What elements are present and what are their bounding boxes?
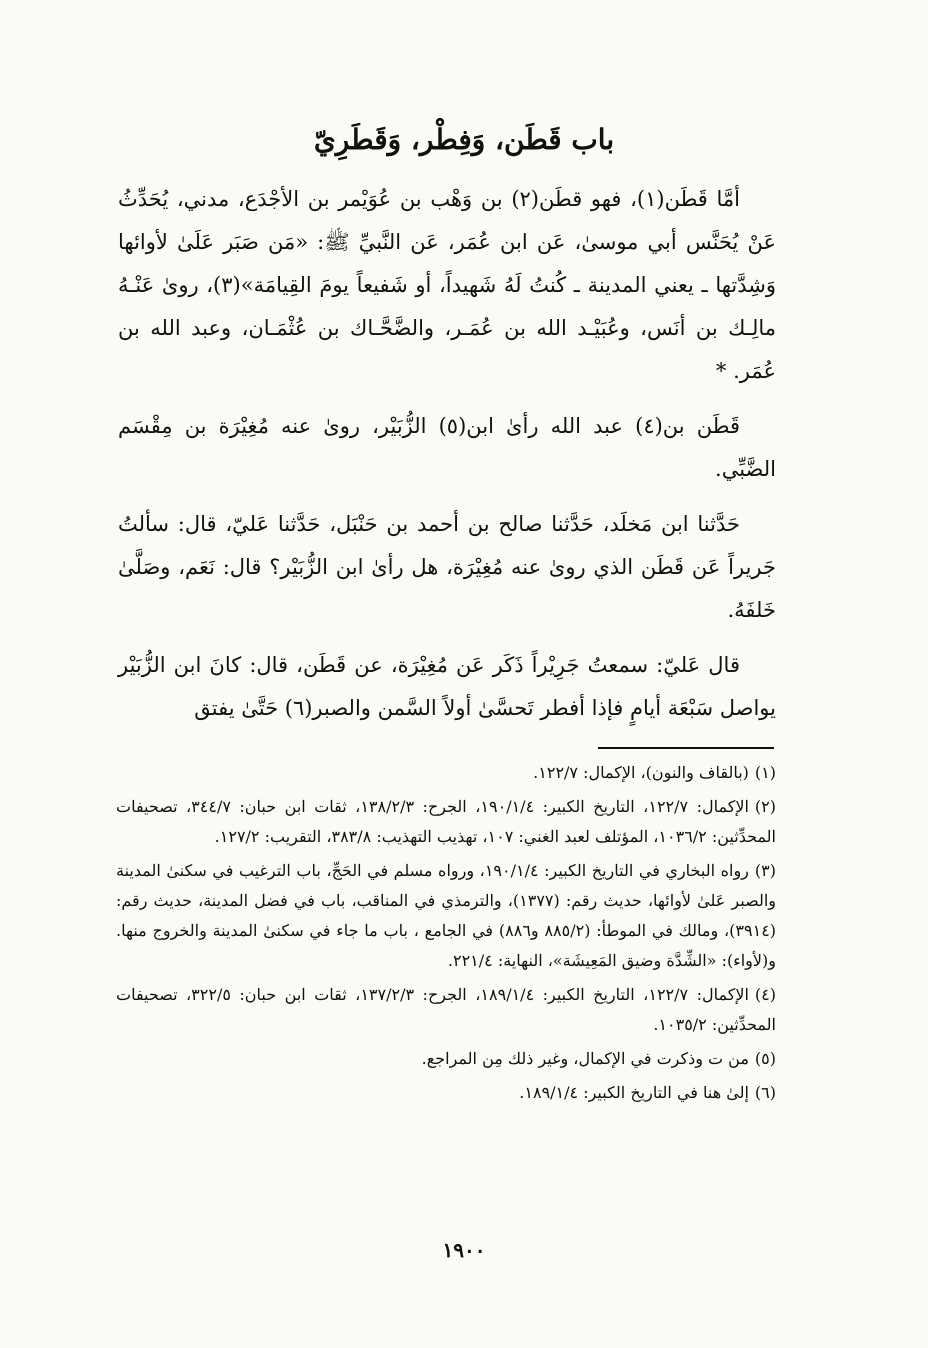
footnote-number: (٤) (754, 985, 777, 1004)
footnote-1 (116, 758, 776, 788)
chapter-title: باب قَطَن، وَفِطْر، وَقَطَرِيّ (313, 123, 615, 156)
footnote-number: (١) (754, 763, 776, 782)
footnote-text: (بالقاف والنون)، الإكمال: ١٢٢/٧. (533, 763, 749, 782)
footnote-number: (٦) (754, 1083, 776, 1102)
paragraph-2: قَطَن بن(٤) عبد الله رأىٰ ابن(٥) الزُّبَيْر، روىٰ عنه مُغِيْرَة بن مِقْسَم الضَّبِّي. (118, 414, 776, 481)
footnote-text: رواه البخاري في التاريخ الكبير: ١٩٠/١/٤، ورواه مسلم في الحَجِّ، باب الترغيب في سكنىٰ المدينة والصبر عَلىٰ لأوائها، حديث رقم: (١٣٧٧)، والترمذي في المناقب، باب في فضل المدينة، حديث رقم: (٣٩١٤)، ومالك في الموطأ: (٨٨٥/٢ و٨٨٦) في الجامع ، باب ما جاء في سكنىٰ المدينة والخروج منها. و(لأواء): «الشِّدَّة وضيق المَعِيشَة»، النهاية: ٢٢١/٤. (116, 861, 777, 970)
footnote-text: إلىٰ هنا في التاريخ الكبير: ١٨٩/١/٤. (519, 1083, 749, 1102)
footnote-4 (116, 980, 776, 1040)
footnote-5 (116, 1044, 776, 1074)
main-text (118, 178, 776, 742)
footnote-number: (٥) (754, 1049, 776, 1068)
footnote-3 (116, 856, 776, 976)
footnote-text: من ت وذكرت في الإكمال، وغير ذلك مِن المراجع. (421, 1049, 749, 1068)
paragraph-4: قال عَليّ: سمعتُ جَرِيْراً ذَكَر عَن مُغِيْرَة، عن قَطَن، قال: كانَ ابن الزُّبَيْر يواصل سَبْعَة أيامٍ فإذا أفطر تَحسَّىٰ أولاً السَّمن والصبر(٦) حَتَّىٰ يفتق (118, 653, 776, 720)
footnote-number: (٢) (754, 797, 777, 816)
footnote-text: الإكمال: ١٢٢/٧، التاريخ الكبير: ١٩٠/١/٤، الجرح: ١٣٨/٢/٣، ثقات ابن حبان: ٣٤٤/٧، تصحيفات المحدِّثين: ١٠٣٦/٢، المؤتلف لعبد الغني: ١٠٧، تهذيب التهذيب: ٣٨٣/٨، التقريب: ١٢٧/٢. (116, 797, 776, 846)
footnote-2 (116, 792, 776, 852)
paragraph-3: حَدَّثنا ابن مَخلَد، حَدَّثنا صالح بن أحمد بن حَنْبَل، حَدَّثنا عَليّ، قال: سألتُ جَريراً عَن قَطَن الذي روىٰ عنه مُغِيْرَة، هل رأىٰ ابن الزُّبَيْر؟ قال: نَعَم، وصَلَّىٰ خَلفَهُ. (118, 512, 776, 622)
footnote-number: (٣) (754, 861, 776, 880)
footnotes (116, 758, 776, 1112)
footnote-divider (598, 747, 774, 749)
footnote-text: الإكمال: ١٢٢/٧، التاريخ الكبير: ١٨٩/١/٤، الجرح: ١٣٧/٢/٣، ثقات ابن حبان: ٣٢٢/٥، تصحيفات المحدِّثين: ١٠٣٥/٢. (116, 985, 776, 1034)
paragraph-1: أمَّا قَطَن(١)، فهو قطَن(٢) بن وَهْب بن عُوَيْمر بن الأجْدَع، مدني، يُحَدِّثُ عَنْ يُحَنَّس أبي موسىٰ، عَن ابن عُمَر، عَن النَّبيِّ ﷺ: «مَن صَبَر عَلَىٰ لأوائها وَشِدَّتها ـ يعني المدينة ـ كُنتُ لَهُ شَهيداً، أو شَفيعاً يومَ القِيامَة»(٣)، روىٰ عَنْـهُ مالِـك بن أنَس، وعُبَيْـد الله بن عُمَـر، والضَّحَّـاك بن عُثْمَـان، وعبد الله بن عُمَر. * (118, 187, 777, 383)
footnote-6 (116, 1078, 776, 1108)
page-number: ١٩٠٠ (442, 1238, 486, 1262)
